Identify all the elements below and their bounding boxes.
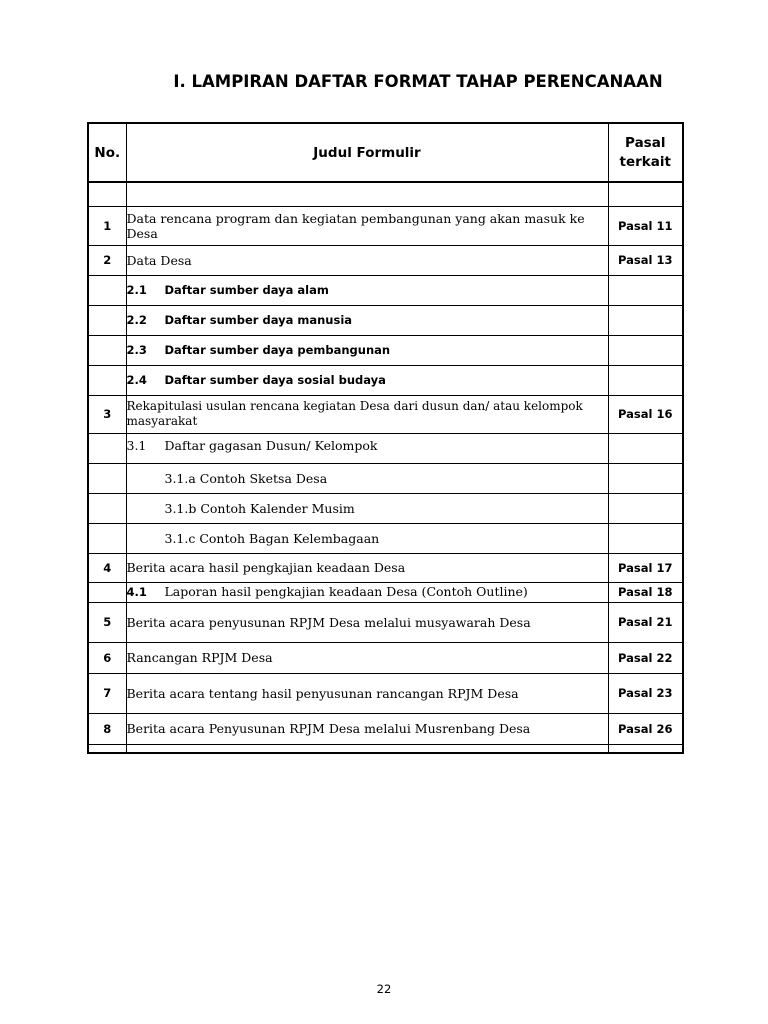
format-table xyxy=(87,122,684,754)
row-pasal xyxy=(608,493,683,523)
row-no xyxy=(88,182,126,206)
row-title xyxy=(126,305,608,335)
table-row-blank xyxy=(88,182,683,206)
row-title-text: Daftar sumber daya manusia xyxy=(164,312,353,327)
table-row xyxy=(88,365,683,395)
row-no xyxy=(88,463,126,493)
row-pasal xyxy=(608,335,683,365)
header-pasal xyxy=(608,123,683,182)
row-no: 5 xyxy=(88,602,126,642)
row-subnumber: 2.2 xyxy=(126,312,147,327)
row-title xyxy=(126,493,608,523)
row-title xyxy=(126,463,608,493)
header-pasal-text: Pasal terkait xyxy=(619,134,671,170)
row-pasal xyxy=(608,182,683,206)
row-title xyxy=(126,182,608,206)
row-subnumber: 4.1 xyxy=(126,585,147,599)
row-pasal xyxy=(608,365,683,395)
table-row xyxy=(88,433,683,463)
row-no: 1 xyxy=(88,206,126,245)
row-title xyxy=(126,335,608,365)
row-pasal xyxy=(608,275,683,305)
row-pasal: Pasal 26 xyxy=(608,713,683,744)
row-no: 3 xyxy=(88,395,126,433)
row-title: Data Desa xyxy=(126,245,608,275)
row-title xyxy=(126,582,608,602)
row-title xyxy=(126,744,608,753)
row-pasal: Pasal 11 xyxy=(608,206,683,245)
table-row xyxy=(88,553,683,582)
row-no xyxy=(88,365,126,395)
row-pasal xyxy=(608,523,683,553)
row-no xyxy=(88,493,126,523)
row-title: Berita acara penyusunan RPJM Desa melalui musyawarah Desa xyxy=(126,602,608,642)
row-subnumber: 2.4 xyxy=(126,372,147,387)
table-row xyxy=(88,305,683,335)
row-no xyxy=(88,275,126,305)
row-pasal: Pasal 23 xyxy=(608,673,683,713)
row-no: 7 xyxy=(88,673,126,713)
table-row-blank xyxy=(88,744,683,753)
row-pasal: Pasal 16 xyxy=(608,395,683,433)
row-no: 8 xyxy=(88,713,126,744)
table-row xyxy=(88,206,683,245)
row-title-text: 3.1.b Contoh Kalender Musim xyxy=(164,500,355,516)
row-title: Rancangan RPJM Desa xyxy=(126,642,608,673)
page-number: 22 xyxy=(376,982,392,996)
row-title xyxy=(126,275,608,305)
row-subnumber: 2.1 xyxy=(126,282,147,297)
row-pasal: Pasal 17 xyxy=(608,553,683,582)
row-no: 4 xyxy=(88,553,126,582)
row-no xyxy=(88,582,126,602)
row-title-text: Laporan hasil pengkajian keadaan Desa (Contoh Outline) xyxy=(164,584,528,599)
row-pasal xyxy=(608,744,683,753)
row-title xyxy=(126,523,608,553)
row-no xyxy=(88,744,126,753)
row-title xyxy=(126,365,608,395)
table-row xyxy=(88,523,683,553)
table-row xyxy=(88,335,683,365)
header-title: Judul Formulir xyxy=(126,123,608,182)
row-no: 6 xyxy=(88,642,126,673)
row-title-text: 3.1.a Contoh Sketsa Desa xyxy=(164,470,328,486)
row-title-text: Daftar sumber daya pembangunan xyxy=(164,342,391,357)
row-no xyxy=(88,305,126,335)
table-row xyxy=(88,493,683,523)
table-row xyxy=(88,673,683,713)
row-pasal: Pasal 21 xyxy=(608,602,683,642)
row-title: Berita acara Penyusunan RPJM Desa melalui Musrenbang Desa xyxy=(126,713,608,744)
row-title-text: Daftar gagasan Dusun/ Kelompok xyxy=(164,437,378,453)
row-no xyxy=(88,335,126,365)
row-title-text: 3.1.c Contoh Bagan Kelembagaan xyxy=(164,530,380,546)
row-pasal: Pasal 13 xyxy=(608,245,683,275)
page-title: I. LAMPIRAN DAFTAR FORMAT TAHAP PERENCANAAN xyxy=(173,72,663,91)
row-title-text: Daftar sumber daya alam xyxy=(164,282,329,297)
row-no xyxy=(88,523,126,553)
row-title-text: Daftar sumber daya sosial budaya xyxy=(164,372,386,387)
row-title xyxy=(126,433,608,463)
table-row xyxy=(88,395,683,433)
row-pasal xyxy=(608,463,683,493)
row-pasal xyxy=(608,305,683,335)
table-row xyxy=(88,713,683,744)
row-title: Rekapitulasi usulan rencana kegiatan Desa dari dusun dan/ atau kelompok masyarakat xyxy=(126,395,608,433)
row-pasal: Pasal 22 xyxy=(608,642,683,673)
header-no: No. xyxy=(88,123,126,182)
table-row xyxy=(88,602,683,642)
row-no xyxy=(88,433,126,463)
table-row xyxy=(88,245,683,275)
row-pasal xyxy=(608,433,683,463)
table-row xyxy=(88,463,683,493)
row-pasal: Pasal 18 xyxy=(608,582,683,602)
row-no: 2 xyxy=(88,245,126,275)
row-title: Data rencana program dan kegiatan pembangunan yang akan masuk ke Desa xyxy=(126,206,608,245)
table-row xyxy=(88,275,683,305)
table-row xyxy=(88,642,683,673)
row-subnumber: 3.1 xyxy=(126,437,147,453)
table-row xyxy=(88,582,683,602)
row-title: Berita acara tentang hasil penyusunan rancangan RPJM Desa xyxy=(126,673,608,713)
table-header-row xyxy=(88,123,683,182)
row-title: Berita acara hasil pengkajian keadaan Desa xyxy=(126,553,608,582)
row-subnumber: 2.3 xyxy=(126,342,147,357)
